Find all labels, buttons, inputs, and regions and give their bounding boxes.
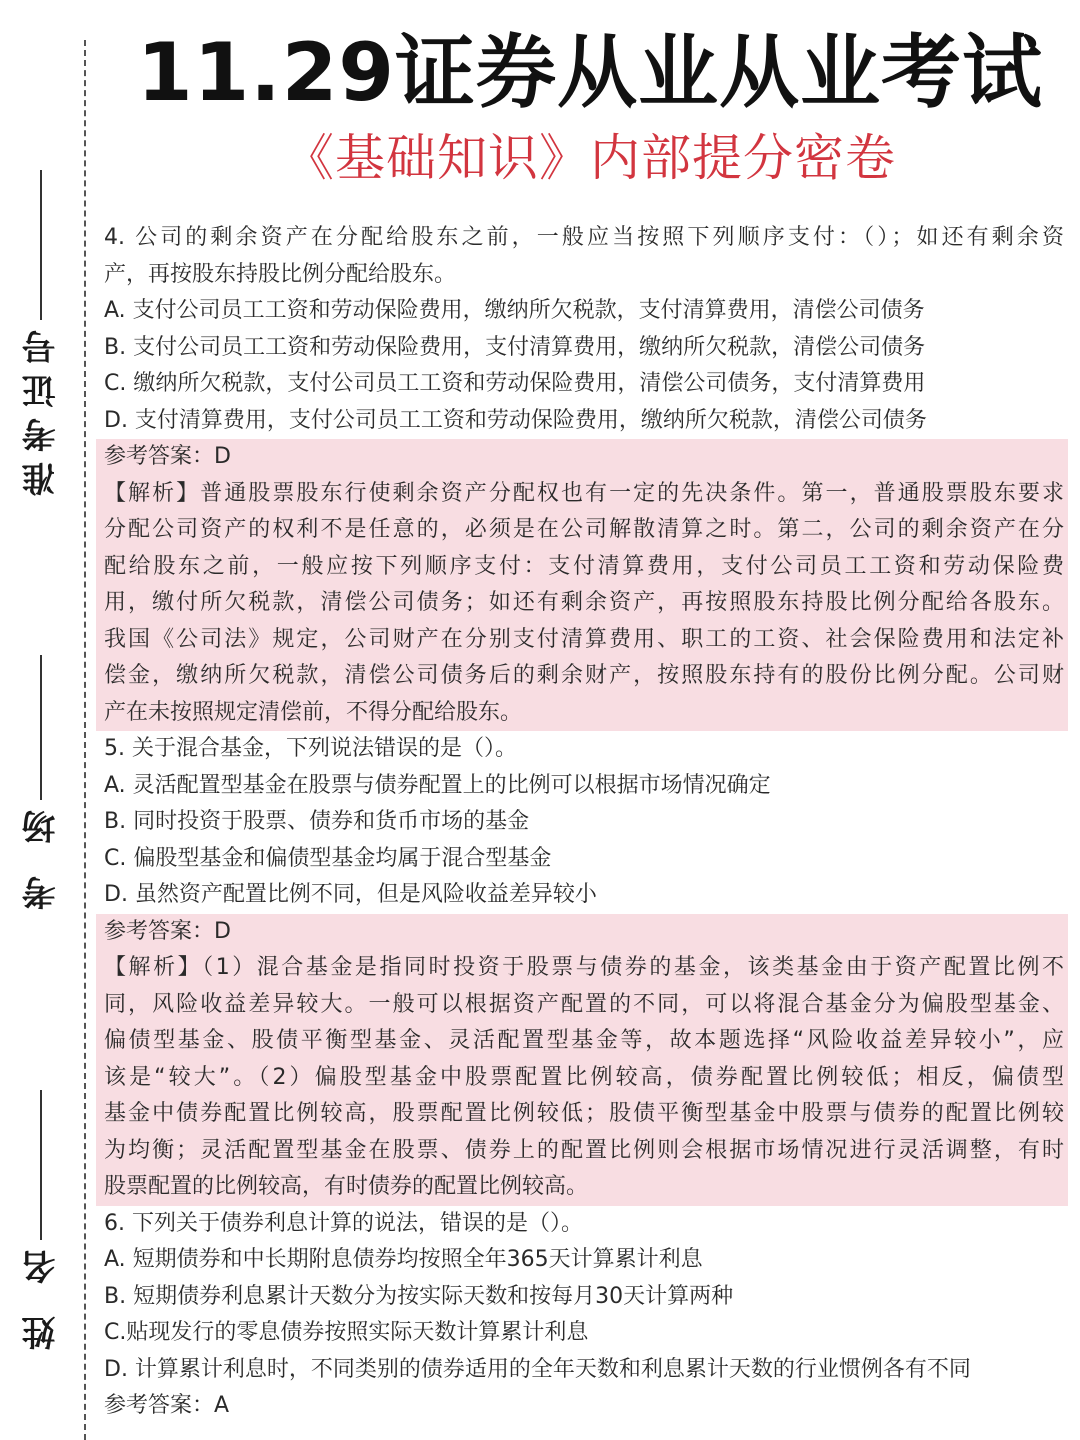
answer-line: 参考答案：D — [104, 918, 231, 944]
option-d: D. 虽然资产配置比例不同，但是风险收益差异较小 — [104, 882, 597, 907]
answer-box — [96, 439, 1068, 731]
option-b: B. 同时投资于股票、债券和货币市场的基金 — [104, 809, 530, 834]
exam-number-blank — [40, 170, 42, 320]
analysis-line: 同，风险收益差异较大。一般可以根据资产配置的不同，可以将混合基金分为偏股型基金、 — [104, 991, 1064, 1017]
analysis-line: 我国《公司法》规定，公司财产在分别支付清算费用、职工的工资、社会保险费用和法定补 — [104, 626, 1064, 652]
option-c: C.贴现发行的零息债券按照实际天数计算累计利息 — [104, 1320, 589, 1345]
analysis-line: 基金中债券配置比例较高，股票配置比例较低；股债平衡型基金中股票与债券的配置比例较 — [104, 1101, 1064, 1126]
exam-number-field — [22, 170, 62, 496]
question-4 — [104, 220, 1064, 731]
name-blank — [40, 1090, 42, 1240]
exam-number-label: 准考证号 — [22, 320, 62, 496]
option-a: A. 灵活配置型基金在股票与债券配置上的比例可以根据市场情况确定 — [104, 772, 771, 798]
analysis-line: 产在未按照规定清偿前，不得分配给股东。 — [104, 699, 523, 725]
question-5 — [104, 731, 1064, 1206]
option-a: A. 短期债券和中长期附息债券均按照全年365天计算累计利息 — [104, 1247, 703, 1272]
option-d: D. 支付清算费用，支付公司员工工资和劳动保险费用，缴纳所欠税款，清偿公司债务 — [104, 407, 927, 433]
binding-margin — [0, 0, 86, 1440]
answer-box — [96, 914, 1068, 1206]
analysis-line: 【解析】普通股票股东行使剩余资产分配权也有一定的先决条件。第一，普通股票股东要求 — [104, 480, 1064, 506]
analysis-line: 配给股东之前，一般应按下列顺序支付：支付清算费用，支付公司员工工资和劳动保险费 — [104, 553, 1064, 579]
analysis-line: 股票配置的比例较高，有时债券的配置比例较高。 — [104, 1174, 589, 1199]
analysis-line: 分配公司资产的权利不是任意的，必须是在公司解散清算之时。第二，公司的剩余资产在分 — [104, 517, 1064, 542]
binding-dashed-line — [84, 40, 86, 1440]
analysis-line: 偏债型基金、股债平衡型基金、灵活配置型基金等，故本题选择“风险收益差异较小”，应 — [104, 1028, 1064, 1053]
question-6 — [104, 1206, 1064, 1425]
analysis-line: 该是“较大”。（2）偏股型基金中股票配置比例较高，债券配置比例较低；相反，偏债型 — [104, 1064, 1064, 1090]
option-c: C. 偏股型基金和偏债型基金均属于混合型基金 — [104, 845, 552, 871]
exam-room-label: 考 场 — [22, 800, 62, 910]
name-label: 姓 名 — [22, 1240, 62, 1350]
option-a: A. 支付公司员工工资和劳动保险费用，缴纳所欠税款，支付清算费用，清偿公司债务 — [104, 298, 925, 323]
page-title: 11.29证券从业从业考试 — [136, 26, 1044, 119]
answer-line: 参考答案：D — [104, 444, 231, 469]
question-list — [104, 220, 1064, 1425]
option-d: D. 计算累计利息时，不同类别的债券适用的全年天数和利息累计天数的行业惯例各有不同 — [104, 1356, 971, 1382]
question-stem-line: 6. 下列关于债券利息计算的说法，错误的是（）。 — [104, 1210, 583, 1236]
question-stem-line: 产，再按股东持股比例分配给股东。 — [104, 261, 457, 287]
option-b: B. 支付公司员工工资和劳动保险费用，支付清算费用，缴纳所欠税款，清偿公司债务 — [104, 334, 926, 360]
exam-room-blank — [40, 655, 42, 800]
option-b: B. 短期债券利息累计天数分为按实际天数和按每月30天计算两种 — [104, 1283, 734, 1309]
analysis-line: 为均衡；灵活配置型基金在股票、债券上的配置比例则会根据市场情况进行灵活调整，有时 — [104, 1137, 1064, 1163]
question-stem-line: 4. 公司的剩余资产在分配给股东之前，一般应当按照下列顺序支付：（）；如还有剩余资 — [104, 225, 1064, 250]
answer-line: 参考答案：A — [104, 1393, 230, 1418]
name-field — [22, 1090, 62, 1350]
analysis-line: 偿金，缴纳所欠税款，清偿公司债务后的剩余财产，按照股东持有的股份比例分配。公司财 — [104, 663, 1064, 688]
option-c: C. 缴纳所欠税款，支付公司员工工资和劳动保险费用，清偿公司债务，支付清算费用 — [104, 371, 926, 396]
question-stem-line: 5. 关于混合基金，下列说法错误的是（）。 — [104, 736, 517, 761]
exam-room-field — [22, 655, 62, 910]
analysis-line: 【解析】（1）混合基金是指同时投资于股票与债券的基金，该类基金由于资产配置比例不 — [104, 955, 1064, 980]
page-subtitle: 《基础知识》内部提分密卷 — [284, 129, 896, 187]
analysis-line: 用，缴付所欠税款，清偿公司债务；如还有剩余资产，再按照股东持股比例分配给各股东。 — [104, 590, 1064, 615]
